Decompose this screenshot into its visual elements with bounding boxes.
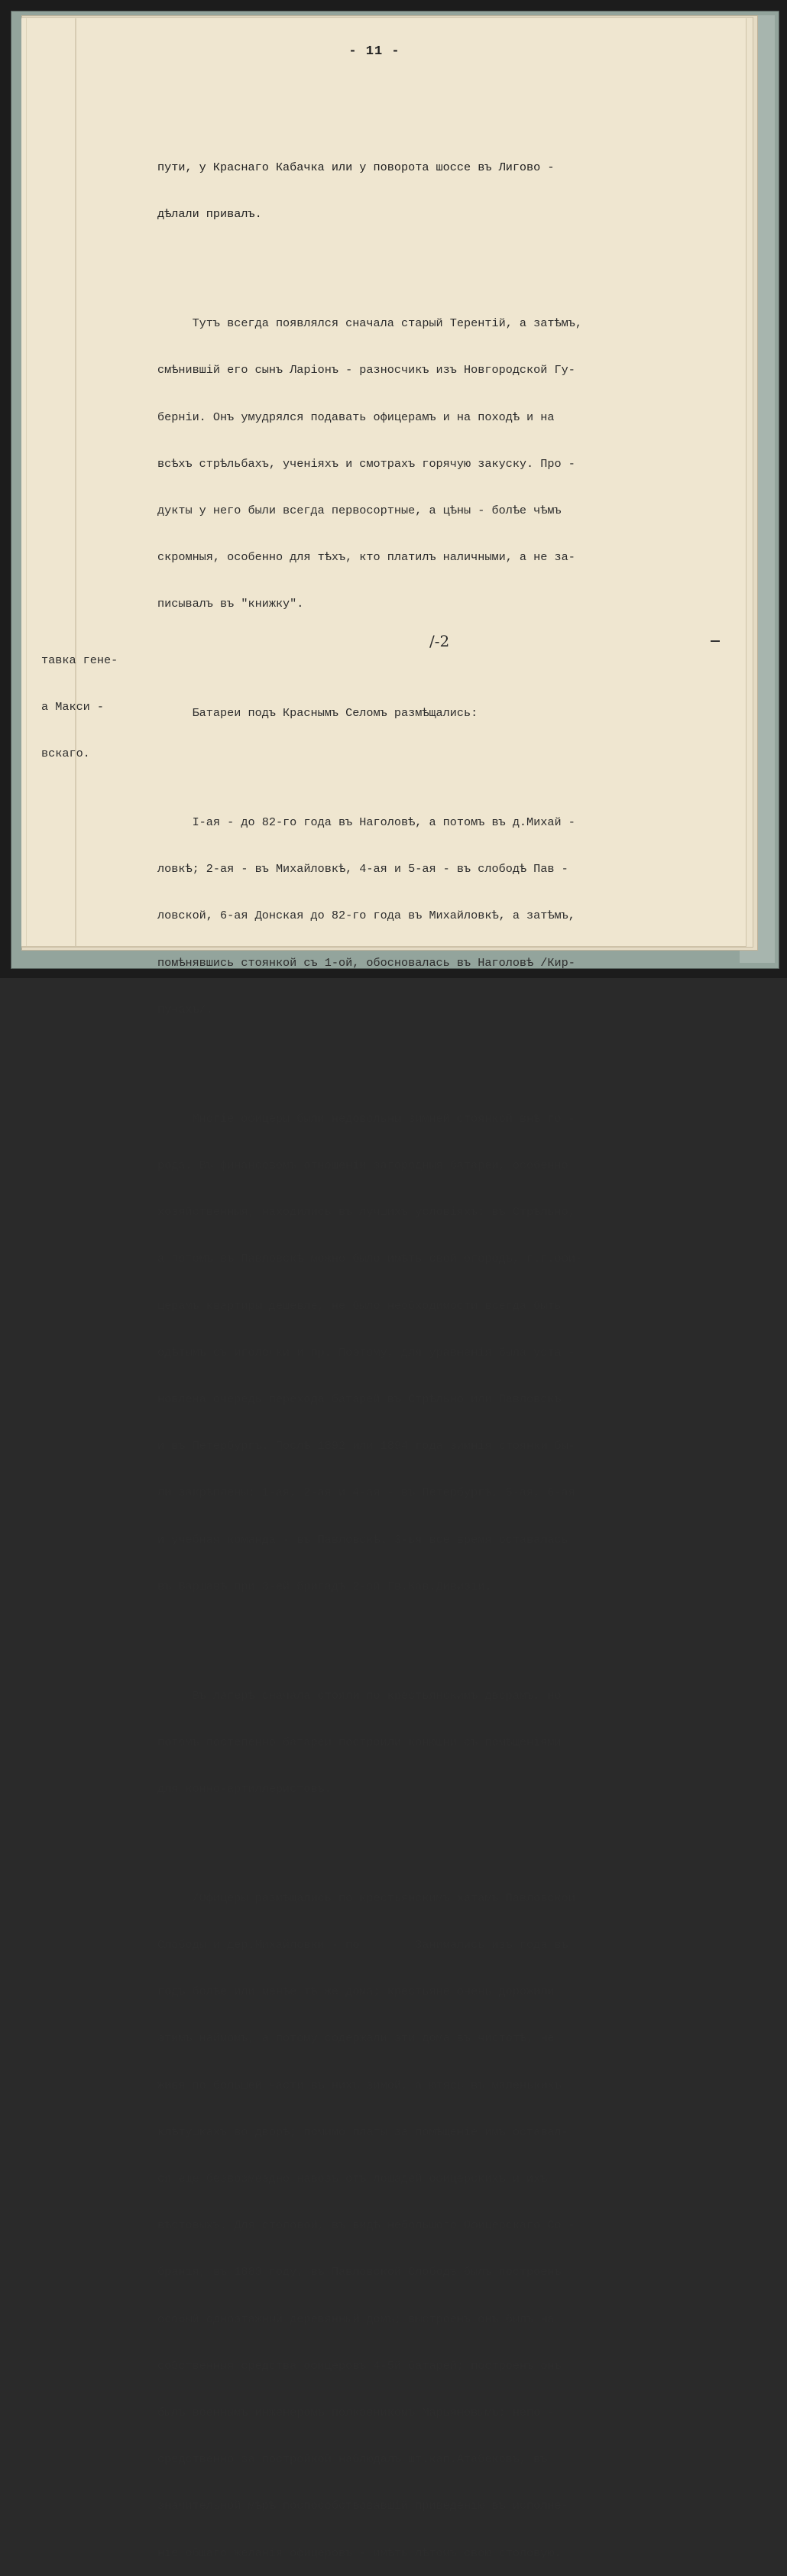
handwritten-annotation: /-2 xyxy=(429,632,450,650)
text-line: помѣнявшись стоянкой съ 1-ой, обосновалась въ Наголовѣ /Кир- xyxy=(157,955,575,970)
text-line: и учебная команда - въ Павловскѣ. 3-ья все время оставалась xyxy=(157,1532,568,1547)
text-line: Батареи подъ Краснымъ Селомъ размѣщались: xyxy=(157,706,478,721)
binding-edge xyxy=(26,18,27,946)
binding-fold xyxy=(75,18,76,946)
text-line: этимъ наймомъ, а потому содержали эти дома въ чистотѣ, не xyxy=(157,2031,555,2046)
text-line: значительной мѣрѣ поспособствовавшій приведенію въ исполне- xyxy=(157,2499,568,2513)
text-line: особый одноэтажный деревянный домъ; выстроенъ онъ былъ на xyxy=(157,2312,555,2326)
margin-tick-mark xyxy=(711,640,720,642)
paragraph-gap xyxy=(157,254,723,269)
text-line: ніе общаго желанія офицеровъ - имѣть лѣтомъ свою столовую. xyxy=(157,2545,562,2560)
text-line: ся еще безвозмездно навозъ отъ лошадей офицерскихъ и ихъ xyxy=(157,2171,548,2186)
text-line: ловской, 6-ая Донская до 82-го года въ Михайловкѣ, а затѣмъ, xyxy=(157,909,575,923)
margin-note-line: вскаго. xyxy=(41,747,90,761)
text-line: одѣтымъ съ иголочки и пр. Поэтому, для уравненія была уста - xyxy=(157,1345,575,1359)
text-line: дукты у него были всегда первосортные, а цѣны - болѣе чѣмъ xyxy=(157,504,562,518)
text-line: Въ лагерѣ сначала стояли по крестьянскимъ дворамъ, но xyxy=(157,1688,562,1703)
text-line: ловкѣ; 2-ая - въ Михайловкѣ, 4-ая и 5-ая - въ слободѣ Пав - xyxy=(157,862,568,876)
text-line: средственно за постройкой наблюдалъ шт.кап.Атабековъ, въ xyxy=(157,2452,548,2467)
document-body xyxy=(157,113,723,2576)
text-line: Слободы и дер.Михайловки - по Занимались изъ года въ xyxy=(157,1937,568,1952)
text-line: пунахъ/. xyxy=(157,1002,213,1016)
text-line: скромныя, особенно для тѣхъ, кто платилъ наличными, а не за- xyxy=(157,550,575,565)
text-line: Тутъ всегда появлялся сначала старый Терентій, а затѣмъ, xyxy=(157,316,582,331)
text-line: въ Варшавѣ при 3-ей бригадѣ 2-ой Гв.Кав.Дивизіи. xyxy=(157,1579,492,1593)
paragraph-gap xyxy=(157,752,723,767)
text-line: берніи. Онъ умудрялся подавать офицерамъ и на походѣ и на xyxy=(157,410,555,424)
text-line: и въ Петербургъ. Послѣ 1892 или 1894 года зимнія стоянки бы- xyxy=(157,1439,575,1453)
text-line: писывалъ въ "книжку". xyxy=(157,597,304,611)
text-line: Многіе офицеры были недовольны зимней стоянкой внѣ го - xyxy=(157,1111,575,1126)
text-line: потомъ постепенно батареи построили конюшни съ помѣщеніями xyxy=(157,1735,562,1749)
text-line: клѣтушкахъ во дворѣ; помимо платы за помѣщеніе имъ оставал- xyxy=(157,2124,568,2139)
text-line: пути, у Краснаго Кабачка или у поворота шоссе въ Лигово - xyxy=(157,160,555,175)
paragraph-gap xyxy=(157,1048,723,1064)
text-line: /Офицеры размѣщались по крестьянскимъ хатамъ Павловской xyxy=(157,1891,575,1905)
text-line: смѣнившій его сынъ Ларіонъ - разносчикъ изъ Новгородской Гу- xyxy=(157,363,575,377)
text-line: рода. Въ финансовомъ отношеніи загородныя батареи, особенно xyxy=(157,1158,568,1172)
page-number: - 11 - xyxy=(348,44,400,59)
paragraph-gap xyxy=(157,1625,723,1641)
text-line: всѣхъ стрѣльбахъ, ученіяхъ и смотрахъ горячую закуску. Про - xyxy=(157,456,575,471)
text-line: для конно-артиллеристовъ. xyxy=(157,1781,332,1796)
text-line: дѣлали привалъ. xyxy=(157,207,262,222)
text-line: годъ болѣе или менѣе тѣ же дома; крестьяне очень дорожили xyxy=(157,1985,555,1999)
text-line: церамъ квартиры дешевле, не было необходимости всегда быть xyxy=(157,1298,562,1313)
text-line: новлена очередь перехода батарей въ Стрѣльно или Павловскъ xyxy=(157,1392,562,1406)
text-line: собственныя средства офицеровъ 4-5й батарей; построенъ онъ xyxy=(157,2358,562,2373)
text-line: а потомъ въ Павловскѣ можно было имѣть свой огородъ, г.г.офи- xyxy=(157,1252,582,1266)
text-line: живя по большей части въ нихъ зимой, а ютясь въ маленькихъ xyxy=(157,2078,562,2092)
text-line: вѣстовыхъ. Для столовой, въ видѣ небольшого Офицерскаго Со - xyxy=(157,2218,575,2233)
text-line: былъ военнымъ инженеромъ полковникомъ Марьяновымъ; непо - xyxy=(157,2406,555,2419)
text-line: ли закрѣплены: 1-ая, 2-ая и 4-ая - въ Петербургѣ, 5-ая, 6-ая xyxy=(157,1486,575,1500)
margin-note-line: а Макси - xyxy=(41,700,105,714)
text-line: бранія, въ 1883 году, въ Павловской Слободѣ былъ построенъ xyxy=(157,2265,562,2280)
margin-note xyxy=(41,621,148,777)
margin-note-line: тавка гене- xyxy=(41,653,118,667)
text-line: хозяйственныя, находились въ лучшихъ условіяхъ: въ Стрѣльно, xyxy=(157,1205,575,1220)
text-line: I-ая - до 82-го года въ Наголовѣ, а потомъ въ д.Михай - xyxy=(157,815,575,830)
paragraph-gap xyxy=(157,1828,723,1843)
